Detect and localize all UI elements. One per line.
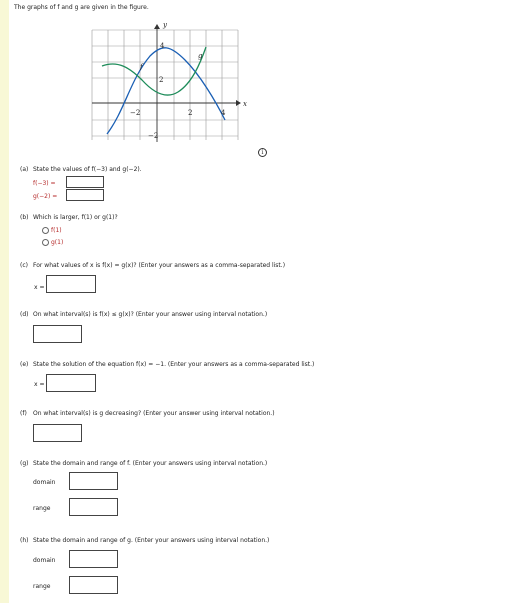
tick-y-neg2: −2	[148, 132, 159, 140]
part-g-label: (g)	[20, 460, 29, 467]
left-margin-bar	[0, 0, 9, 603]
function-graph	[85, 20, 250, 150]
info-icon[interactable]: i	[258, 148, 267, 157]
option-g1-label: g(1)	[51, 239, 64, 246]
part-b-label: (b)	[20, 214, 29, 221]
part-a-g-label: g(−2) =	[33, 193, 58, 200]
part-c-label: (c)	[20, 262, 28, 269]
tick-y-2: 2	[159, 76, 164, 84]
label-f: f	[140, 63, 143, 71]
part-a-g-input[interactable]	[66, 189, 104, 201]
part-g-range-input[interactable]	[69, 498, 118, 516]
y-axis-arrow	[154, 24, 160, 29]
part-b-question: Which is larger, f(1) or g(1)?	[33, 214, 118, 221]
tick-y-4: 4	[160, 42, 165, 50]
part-c-question: For what values of x is f(x) = g(x)? (Enter your answers as a comma-separated list.)	[33, 262, 286, 269]
part-h-question: State the domain and range of g. (Enter your answers using interval notation.)	[33, 537, 270, 544]
intro-text: The graphs of f and g are given in the figure.	[14, 4, 149, 11]
tick-x-neg2: −2	[130, 109, 141, 117]
part-a-f-input[interactable]	[66, 176, 104, 188]
part-h-range-label: range	[33, 583, 51, 590]
part-d-label: (d)	[20, 311, 29, 318]
radio-option-g1[interactable]	[42, 239, 49, 246]
part-g-domain-label: domain	[33, 479, 56, 486]
curve-g	[102, 47, 206, 95]
part-h-range-input[interactable]	[69, 576, 118, 594]
part-f-input[interactable]	[33, 424, 82, 442]
part-a-question: State the values of f(−3) and g(−2).	[33, 166, 142, 173]
part-a-f-label: f(−3) =	[33, 180, 56, 187]
part-h-domain-label: domain	[33, 557, 56, 564]
part-e-label: (e)	[20, 361, 29, 368]
part-e-question: State the solution of the equation f(x) = −1. (Enter your answers as a comma-separated list.)	[33, 361, 315, 368]
part-h-label: (h)	[20, 537, 29, 544]
part-a-label: (a)	[20, 166, 29, 173]
part-c-prefix: x =	[34, 284, 45, 291]
part-d-question: On what interval(s) is f(x) ≤ g(x)? (Enter your answer using interval notation.)	[33, 311, 268, 318]
option-f1-label: f(1)	[51, 227, 62, 234]
axis-label-x: x	[243, 100, 247, 108]
axis-label-y: y	[163, 21, 167, 29]
part-c-input[interactable]	[46, 275, 96, 293]
tick-x-2: 2	[188, 109, 193, 117]
part-g-question: State the domain and range of f. (Enter your answers using interval notation.)	[33, 460, 268, 467]
part-e-input[interactable]	[46, 374, 96, 392]
part-f-question: On what interval(s) is g decreasing? (Enter your answer using interval notation.)	[33, 410, 275, 417]
part-g-range-label: range	[33, 505, 51, 512]
part-e-prefix: x =	[34, 381, 45, 388]
part-h-domain-input[interactable]	[69, 550, 118, 568]
label-g: g	[198, 52, 203, 60]
tick-x-4: 4	[221, 109, 226, 117]
part-f-label: (f)	[20, 410, 27, 417]
curve-f	[107, 48, 225, 134]
radio-option-f1[interactable]	[42, 227, 49, 234]
part-g-domain-input[interactable]	[69, 472, 118, 490]
part-d-input[interactable]	[33, 325, 82, 343]
x-axis-arrow	[236, 100, 241, 106]
